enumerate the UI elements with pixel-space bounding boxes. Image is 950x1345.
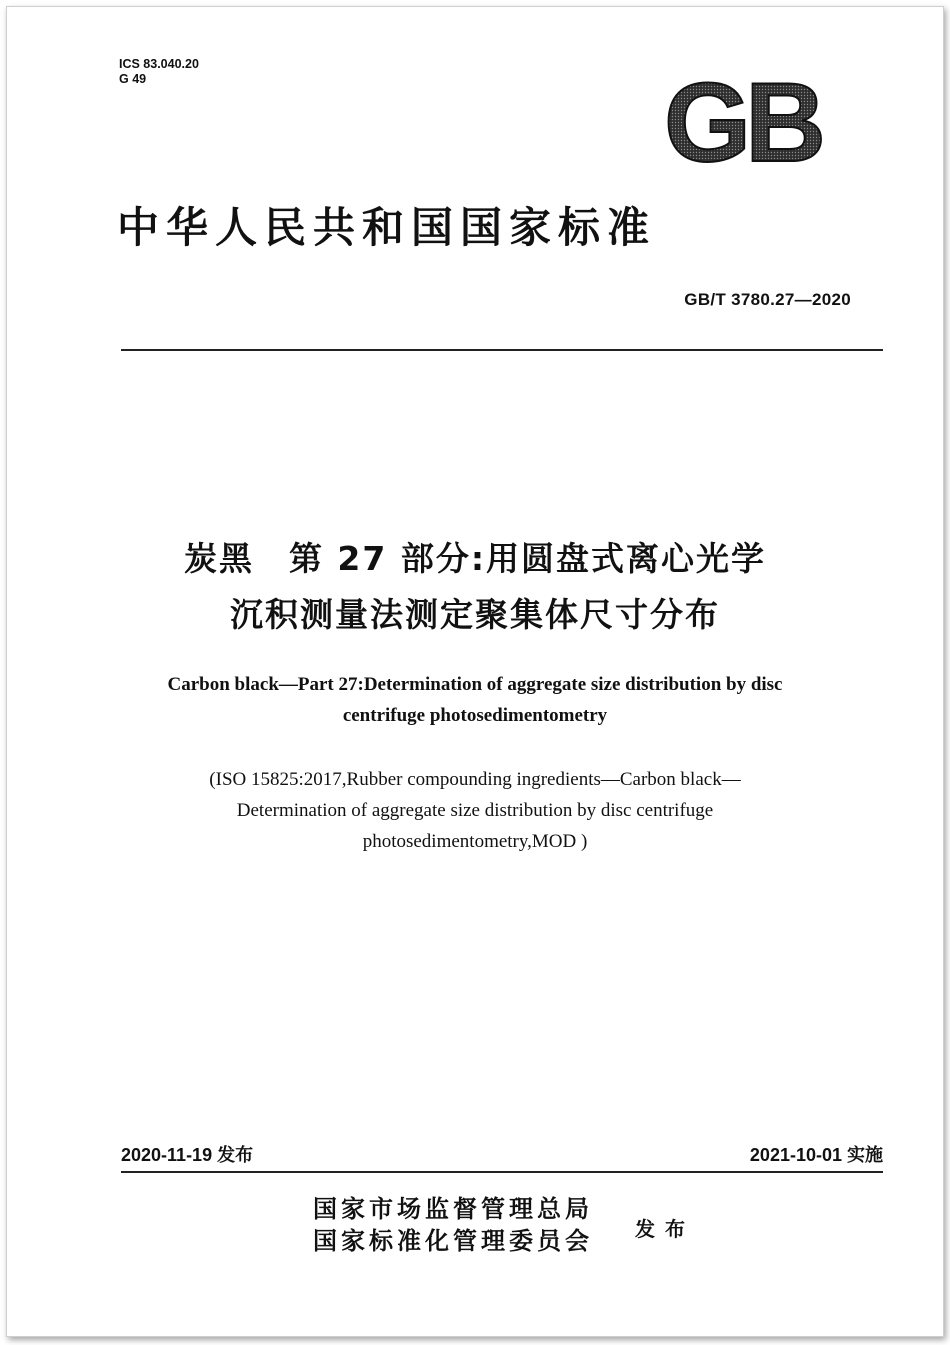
title-cn-line-2: 沉积测量法测定聚集体尺寸分布 (230, 595, 720, 634)
classification-codes (119, 57, 199, 87)
implementation-date: 2021-10-01 实施 (749, 1145, 883, 1165)
iso-ref-line-2: Determination of aggregate size distribution by disc centrifuge (236, 800, 714, 821)
standard-number: GB/T 3780.27—2020 (684, 290, 851, 309)
title-en-line-2: centrifuge photosedimentometry (342, 705, 608, 726)
ccs-code: G 49 (119, 72, 147, 86)
gb-logo-text: GB (664, 73, 820, 169)
iso-ref-line-1: (ISO 15825:2017,Rubber compounding ingredients—Carbon black— (209, 769, 741, 790)
title-en-line-1: Carbon black—Part 27:Determination of aggregate size distribution by disc (167, 674, 783, 695)
iso-ref-line-3: photosedimentometry,MOD ) (362, 831, 588, 852)
gb-standard-logo (647, 73, 837, 169)
issuer-samr: 国家市场监督管理总局 (313, 1194, 593, 1223)
issue-label: 发布 (635, 1217, 695, 1241)
header-divider (121, 349, 883, 351)
document-title-english (67, 669, 883, 731)
ics-code: ICS 83.040.20 (119, 57, 199, 71)
document-page (6, 6, 944, 1337)
footer-divider (121, 1171, 883, 1173)
national-standard-title: 中华人民共和国国家标准 (117, 203, 657, 252)
iso-reference (67, 764, 883, 857)
issue-date: 2020-11-19 发布 (121, 1145, 254, 1165)
issuer-sac: 国家标准化管理委员会 (313, 1226, 593, 1255)
issuing-authorities (313, 1193, 593, 1257)
title-cn-line-1: 炭黑 第 27 部分:用圆盘式离心光学 (183, 539, 767, 578)
document-title-chinese (7, 531, 943, 643)
